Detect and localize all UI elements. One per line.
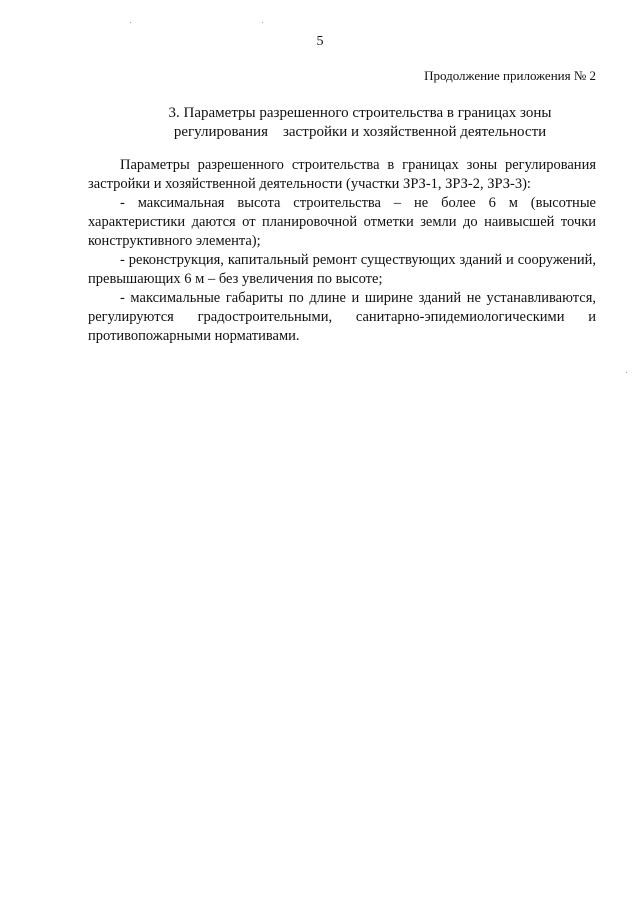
list-item: - максимальная высота строительства – не более 6 м (высотные характеристики даются от планировочной отметки земли до наивысшей точки конструктивного элемента); (88, 195, 596, 249)
section-title-line-2: регулирования застройки и хозяйственной деятельности (173, 124, 547, 140)
annex-label: Продолжение приложения № 2 (424, 68, 596, 83)
section-title-line-1: 3. Параметры разрешенного строительства в границах зоны (168, 105, 552, 121)
scan-speck (130, 22, 131, 23)
intro-paragraph: Параметры разрешенного строительства в границах зоны регулирования застройки и хозяйственной деятельности (участки ЗРЗ-1, ЗРЗ-2, ЗРЗ-3): (88, 157, 596, 192)
section-title (150, 104, 570, 142)
page-number: 5 (316, 34, 324, 49)
body-text (88, 156, 596, 346)
scan-speck (626, 372, 627, 373)
list-item: - реконструкция, капитальный ремонт существующих зданий и сооружений, превышающих 6 м – без увеличения по высоте; (88, 252, 596, 287)
scan-speck (262, 22, 263, 23)
list-item: - максимальные габариты по длине и ширине зданий не устанавливаются, регулируются градостроительными, санитарно-эпидемиологическими и противопожарными нормативами. (88, 290, 596, 344)
